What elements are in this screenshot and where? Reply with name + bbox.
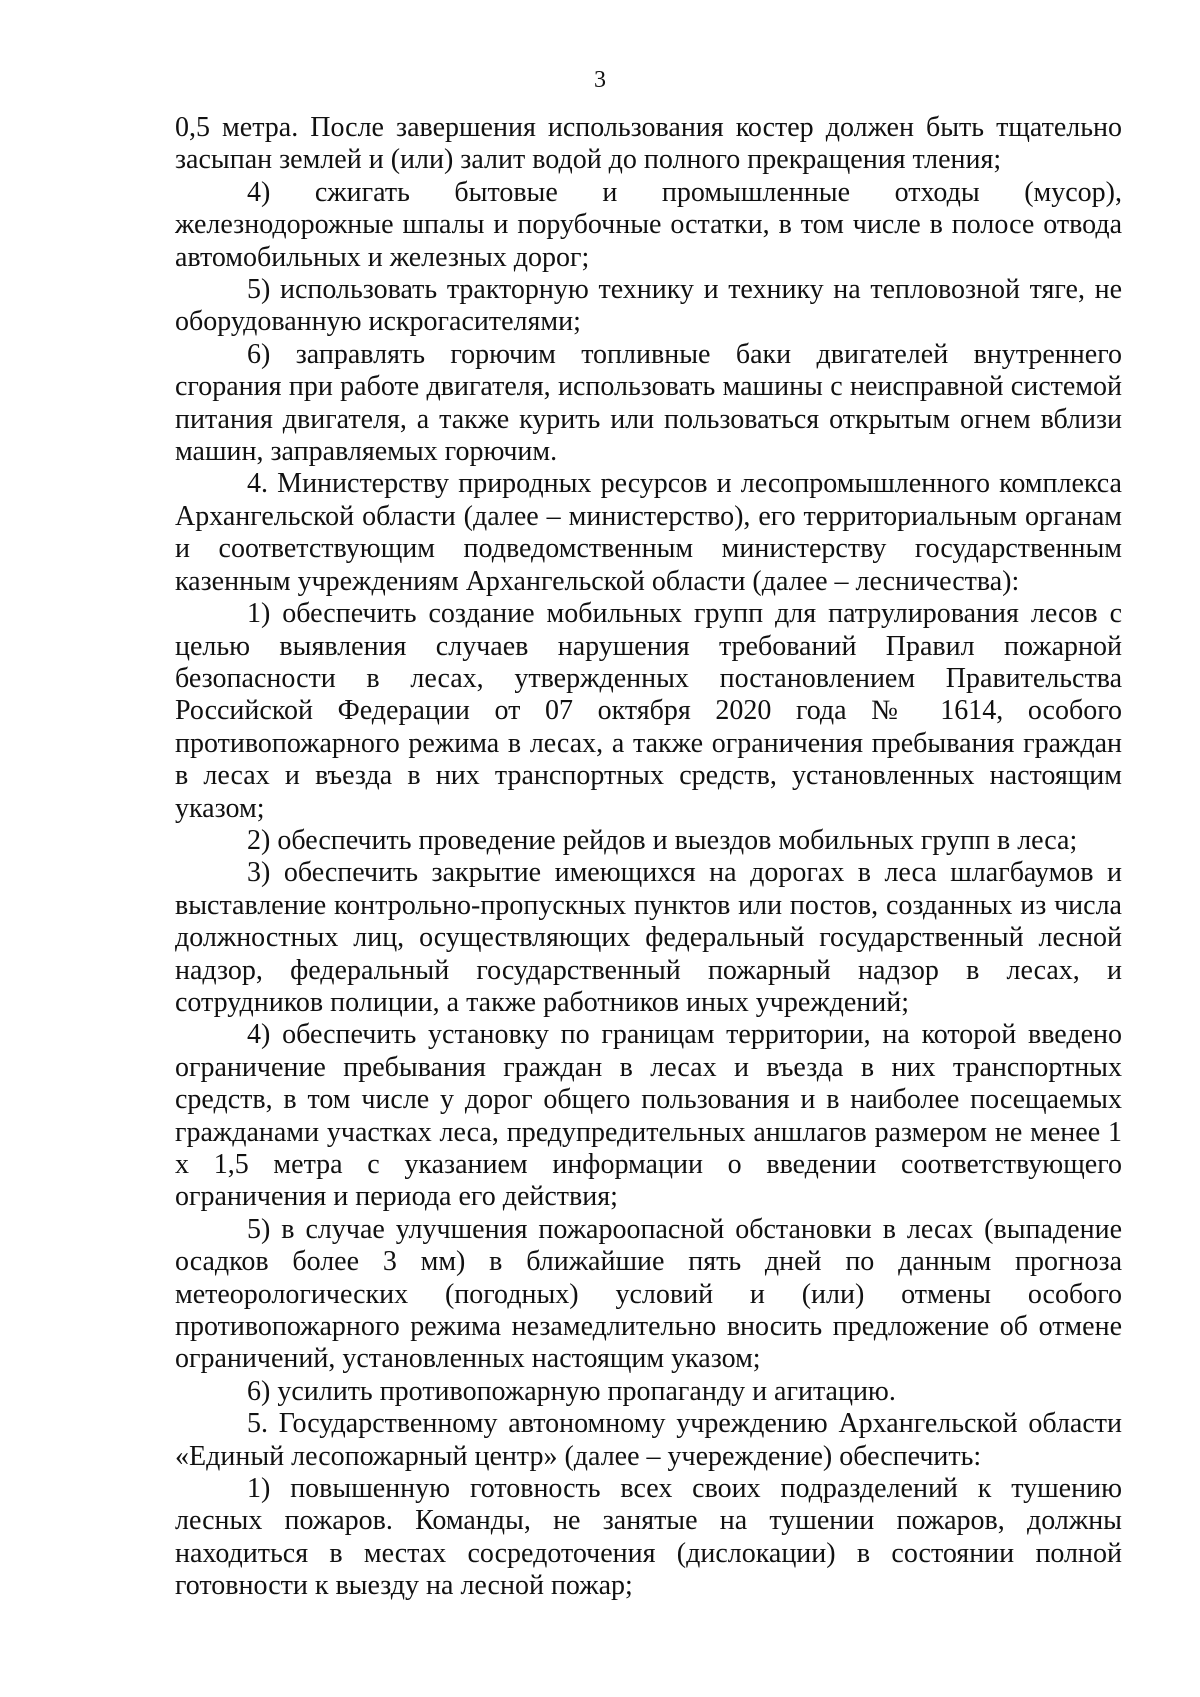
document-body (175, 112, 1122, 1603)
paragraph-item-1-readiness: 1) повышенную готовность всех своих подразделений к тушению лесных пожаров. Команды, не занятые на тушении пожаров, должны находиться в местах сосредоточения (дислокации) в состоянии полной готовности к выезду на лесной пожар; (175, 1473, 1122, 1602)
paragraph-item-3-barriers: 3) обеспечить закрытие имеющихся на дорогах в леса шлагбаумов и выставление контрольно-пропускных пунктов или постов, созданных из числа должностных лиц, осуществляющих федеральный государственный лесной надзор, федеральный государственный пожарный надзор в лесах, и сотрудников полиции, а также работников иных учреждений; (175, 857, 1122, 1018)
paragraph-item-4-signs: 4) обеспечить установку по границам территории, на которой введено ограничение пребывания граждан в лесах и въезда в них транспортных средств, в том числе у дорог общего пользования и в наиболее посещаемых гражданами участках леса, предупредительных аншлагов размером не менее 1 х 1,5 метра с указанием информации о введении соответствующего ограничения и периода его действия; (175, 1019, 1122, 1213)
paragraph-item-6-refueling: 6) заправлять горючим топливные баки двигателей внутреннего сгорания при работе двигателя, использовать машины с неисправной системой питания двигателя, а также курить или пользоваться открытым огнем вблизи машин, заправляемых горючим. (175, 338, 1122, 468)
paragraph-continuation: 0,5 метра. После завершения использования костер должен быть тщательно засыпан землей и (или) залит водой до полного прекращения тления; (175, 112, 1122, 176)
paragraph-section-5-center: 5. Государственному автономному учреждению Архангельской области «Единый лесопожарный центр» (далее – учереждение) обеспечить: (175, 1408, 1122, 1472)
page-number: 3 (594, 67, 606, 93)
paragraph-item-1-mobile-groups: 1) обеспечить создание мобильных групп для патрулирования лесов с целью выявления случаев нарушения требований Правил пожарной безопасности в лесах, утвержденных постановлением Правительства Российской Федерации от 07 октября 2020 года № 1614, особого противопожарного режима в лесах, а также ограничения пребывания граждан в лесах и въезда в них транспортных средств, установленных настоящим указом; (175, 598, 1122, 824)
paragraph-item-2-raids: 2) обеспечить проведение рейдов и выездов мобильных групп в леса; (247, 824, 1078, 856)
paragraph-item-4-burning-waste: 4) сжигать бытовые и промышленные отходы (мусор), железнодорожные шпалы и порубочные остатки, в том числе в полосе отвода автомобильных и железных дорог; (175, 176, 1122, 273)
paragraph-item-5-improvement: 5) в случае улучшения пожароопасной обстановки в лесах (выпадение осадков более 3 мм) в ближайшие пять дней по данным прогноза метеорологических (погодных) условий и (или) отмены особого противопожарного режима незамедлительно вносить предложение об отмене ограничений, установленных настоящим указом; (175, 1213, 1122, 1375)
paragraph-item-5-tractor: 5) использовать тракторную технику и технику на тепловозной тяге, не оборудованную искрогасителями; (175, 274, 1122, 338)
paragraph-section-4-ministry: 4. Министерству природных ресурсов и лесопромышленного комплекса Архангельской области (далее – министерство), его территориальным органам и соответствующим подведомственным министерству государственным казенным учреждениям Архангельской области (далее – лесничества): (175, 468, 1122, 597)
paragraph-item-6-propaganda: 6) усилить противопожарную пропаганду и агитацию. (247, 1375, 896, 1407)
